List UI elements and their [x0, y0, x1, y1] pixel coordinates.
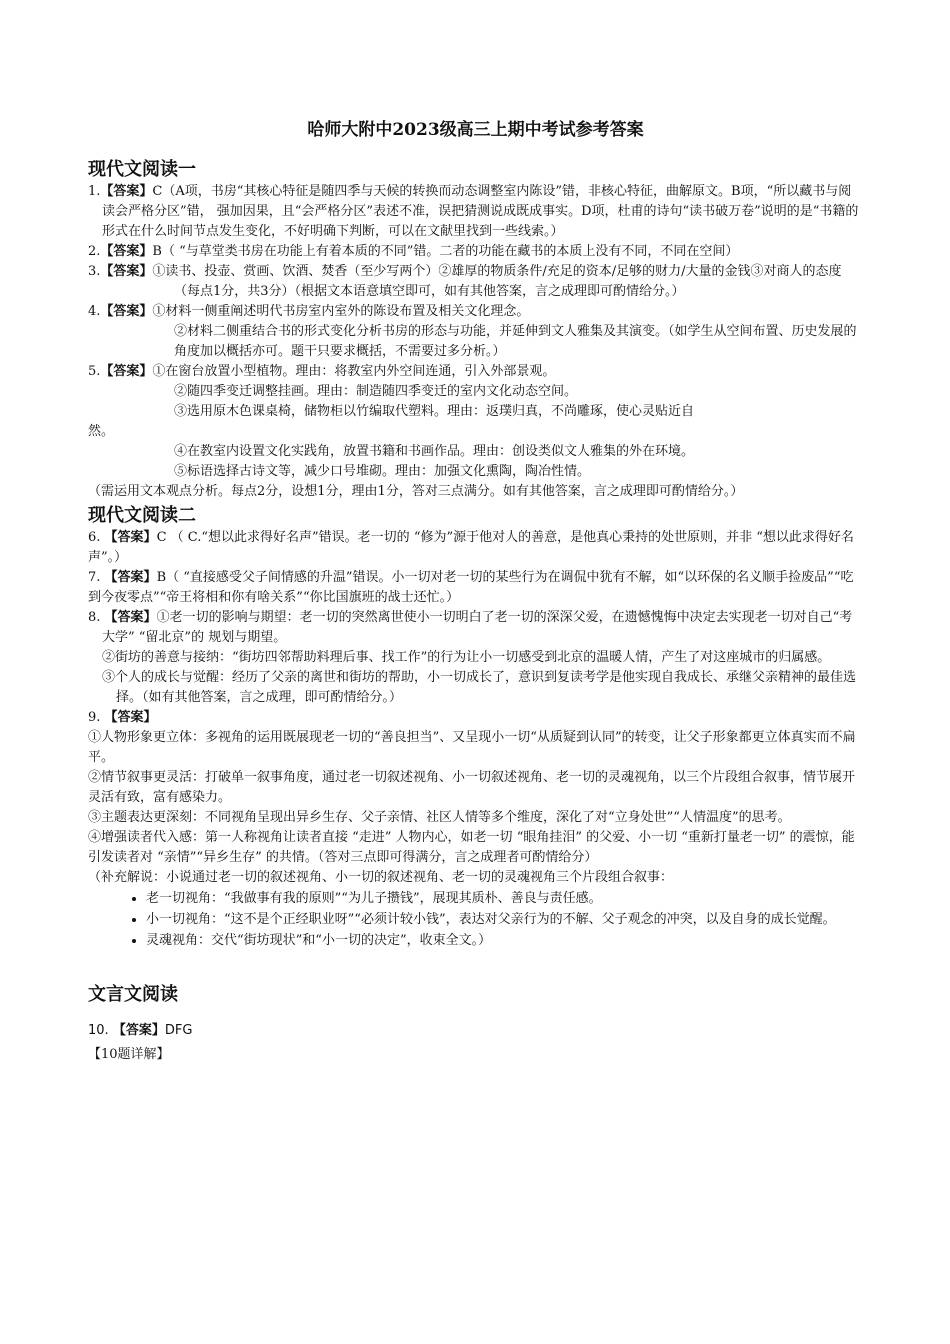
question-8-item: ②街坊的善意与接纳：“街坊四邻帮助料理后事、找工作”的行为让小一切感受到北京的温暖人情，产生了对这座城市的归属感。: [102, 650, 831, 665]
question-5-item: ⑤标语选择古诗文等，减少口号堆砌。理由：加强文化熏陶，陶冶性情。: [174, 464, 591, 479]
question-9-item: ④增强读者代入感：第一人称视角让读者直接 “走进” 人物内心，如老一切 “眼角挂泪” 的父爱、小一切 “重新打量老一切” 的震惊，能引发读者对 “亲情”“异乡生存” 的共情。（答对三点即可得满分，言之成理者可酌情给分）: [88, 830, 855, 865]
question-9-item: ①人物形象更立体：多视角的运用既展现老一切的“善良担当”、又呈现小一切“从质疑到认同”的转变，让父子形象都更立体真实而不扁平。: [88, 730, 856, 765]
section-heading-modern-reading-1: 现代文阅读一: [88, 159, 196, 180]
question-10-detail-heading: 【10题详解】: [88, 1047, 170, 1062]
question-4-answer: 4.【答案】①材料一侧重阐述明代书房室内室外的陈设布置及相关文化理念。: [88, 304, 530, 319]
question-2-answer: 2.【答案】B（ “与草堂类书房在功能上有着本质的不同”错。二者的功能在藏书的本质上没有不同，不同在空间）: [88, 244, 739, 259]
section-heading-modern-reading-2: 现代文阅读二: [88, 505, 196, 526]
question-5-answer: 5.【答案】①在窗台放置小型植物。理由：将教室内外空间连通，引入外部景观。: [88, 364, 556, 379]
question-5-item: ②随四季变迁调整挂画。理由：制造随四季变迁的室内文化动态空间。: [174, 384, 578, 399]
supplement-bullet: • 小一切视角：“这不是个正经职业呀”“必须计较小钱”，表达对父亲行为的不解、父子观念的冲突，以及自身的成长觉醒。: [146, 909, 863, 930]
question-6-answer: 6. 【答案】C （ C.“想以此求得好名声”错误。老一切的 “修为”源于他对人的善意，是他真心秉持的处世原则，并非 “想以此求得好名声”。）: [88, 530, 854, 565]
section-heading-classical-reading: 文言文阅读: [88, 984, 178, 1005]
question-5-item: ③选用原木色课桌椅，储物柜以竹编取代塑料。理由：返璞归真，不尚雕琢，使心灵贴近自: [174, 404, 695, 419]
question-9-item: ③主题表达更深刻：不同视角呈现出异乡生存、父子亲情、社区人情等多个维度，深化了对“立身处世”“人情温度”的思考。: [88, 810, 791, 825]
question-9-item: ②情节叙事更灵活：打破单一叙事角度，通过老一切叙述视角、小一切叙述视角、老一切的灵魂视角，以三个片段组合叙事，情节展开灵活有致，富有感染力。: [88, 770, 856, 805]
question-3-answer: 3.【答案】①读书、投壶、赏画、饮酒、焚香（至少写两个）②雄厚的物质条件/充足的资本/足够的财力/大量的金钱③对商人的态度（每点1分，共3分）（根据文本语意填空即可，如有其他答案，言之成理即可酌情给分。）: [88, 264, 842, 299]
question-1-answer: 1.【答案】C（A项，书房“其核心特征是随四季与天候的转换而动态调整室内陈设”错，非核心特征，曲解原文。B项，“所以藏书与阅读会严格分区”错， 强加因果，且“会严格分区”表述不准，误把猜测说成既成事实。D项，杜甫的诗句“读书破万卷”说明的是“书籍的形式在什么时间节点发生变化，不好明确下判断，可以在文献里找到一些线索。）: [88, 184, 859, 239]
answer-document: [88, 110, 863, 1065]
question-5-note: （需运用文本观点分析。每点2分，设想1分，理由1分，答对三点满分。如有其他答案，言之成理即可酌情给分。）: [88, 484, 744, 499]
question-7-answer: 7. 【答案】B（ “直接感受父子间情感的升温”错误。小一切对老一切的某些行为在调侃中犹有不解，如“以环保的名义顺手捡废品”“吃到今夜零点”“帝王将相和你有啥关系”“你比国旗班的战士还忙。）: [88, 570, 854, 605]
question-4-answer-part-2: ②材料二侧重结合书的形式变化分析书房的形态与功能，并延伸到文人雅集及其演变。（如学生从空间布置、历史发展的角度加以概括亦可。题干只要求概括，不需要过多分析。）: [174, 324, 857, 359]
supplement-bullet: • 灵魂视角：交代“街坊现状”和“小一切的决定”，收束全文。）: [146, 930, 863, 951]
question-9-answer: 9. 【答案】: [88, 710, 157, 725]
question-10-answer: 10. 【答案】DFG: [88, 1023, 193, 1038]
question-5-item: 然。: [88, 424, 115, 439]
question-8-answer: 8. 【答案】①老一切的影响与期望：老一切的突然离世使小一切明白了老一切的深深父爱，在遗憾愧悔中决定去实现老一切对自己“考大学” “留北京”的 规划与期望。: [88, 610, 853, 645]
supplement-bullet-list: [88, 888, 863, 951]
question-5-item: ④在教室内设置文化实践角，放置书籍和书画作品。理由：创设类似文人雅集的外在环境。: [174, 444, 695, 459]
supplement-bullet: • 老一切视角：“我做事有我的原则”“为儿子攒钱”，展现其质朴、善良与责任感。: [146, 888, 863, 909]
question-9-supplement: （补充解说：小说通过老一切的叙述视角、小一切的叙述视角、老一切的灵魂视角三个片段组合叙事：: [88, 870, 674, 885]
page-title: 哈师大附中2023级高三上期中考试参考答案: [307, 120, 644, 140]
question-8-item: ③个人的成长与觉醒：经历了父亲的离世和街坊的帮助，小一切成长了，意识到复读考学是他实现自我成长、承继父亲精神的最佳选择。（如有其他答案，言之成理，即可酌情给分。）: [102, 670, 857, 705]
